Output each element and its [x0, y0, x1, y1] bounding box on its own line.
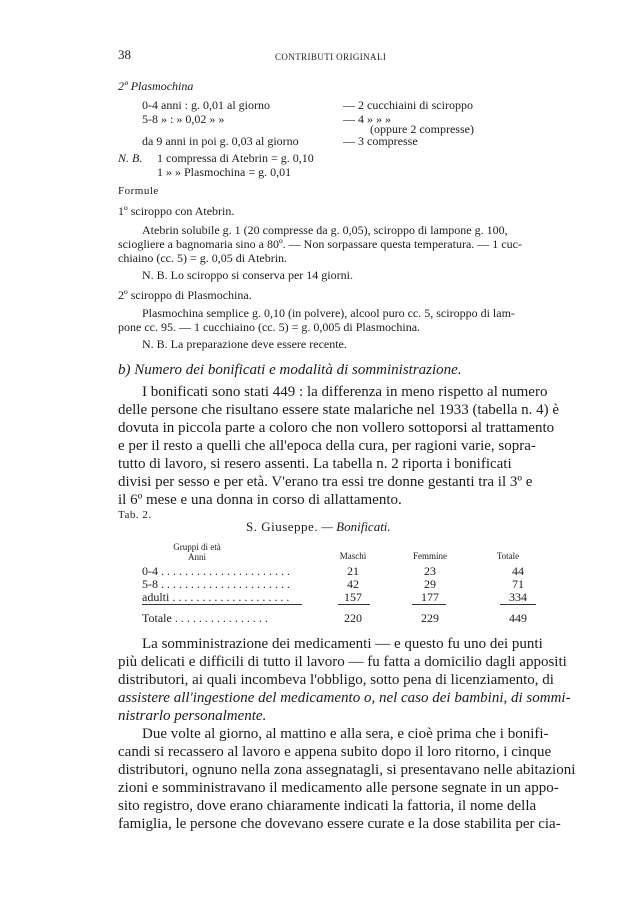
column-header-totale: Totale: [496, 551, 520, 561]
table-rule: [142, 604, 302, 605]
paragraph-line: delle persone che risultano essere state malariche nel 1933 (tabella n. 4) è: [118, 402, 560, 418]
table-cell-maschi: 42: [347, 577, 359, 591]
paragraph-line: La somministrazione dei medicamenti — e questo fu uno dei punti: [142, 636, 543, 652]
table-cell-totale: 334: [509, 590, 527, 604]
table-cell-group: 0-4 . . . . . . . . . . . . . . . . . . . . . .: [142, 564, 290, 578]
paragraph-line: più delicati e difficili di tutto il lavoro — fu fatta a domicilio dagli appositi: [118, 654, 567, 670]
paragraph-line: distributori, ai quali incombeva l'obbligo, sotto pena di licenziamento, di: [118, 672, 554, 688]
table-cell-femmine: 23: [424, 564, 436, 578]
nb-line: 1 » » Plasmochina = g. 0,01: [157, 165, 292, 179]
table-cell-femmine: 29: [424, 577, 436, 591]
paragraph-line: Due volte al giorno, al mattino e alla sera, e cioè prima che i bonifi-: [142, 726, 549, 742]
formule-heading: Formule: [118, 185, 159, 197]
paragraph-line: nistrarlo personalmente.: [118, 708, 267, 724]
paragraph-line: I bonificati sono stati 449 : la differenza in meno rispetto al numero: [142, 384, 548, 400]
paragraph-line: candi si recassero al lavoro e appena subito dopo il loro ritorno, i cinque: [118, 744, 552, 760]
table-cell-group: Totale . . . . . . . . . . . . . . . .: [142, 611, 268, 625]
table-cell-maschi: 220: [344, 611, 362, 625]
formula-2-note: N. B. La preparazione deve essere recente.: [142, 337, 347, 351]
dosage-age: 5-8 » : » 0,02 » »: [142, 112, 225, 126]
table-cell-totale: 71: [512, 577, 524, 591]
page-number: 38: [118, 47, 131, 62]
dosage-amount: — 3 compresse: [343, 134, 418, 148]
paragraph-line: il 6º mese e una donna in corso di allattamento.: [118, 492, 402, 508]
running-title: CONTRIBUTI ORIGINALI: [275, 52, 387, 62]
table-cell-totale: 449: [509, 611, 527, 625]
paragraph-line: tutto di lavoro, si resero assenti. La tabella n. 2 riporta i bonificati: [118, 456, 512, 472]
paragraph-line: famiglia, le persone che dovevano essere curate e la dose stabilita per cia-: [118, 816, 561, 832]
table-label: Tab. 2.: [118, 509, 152, 521]
section-b-heading: b) Numero dei bonificati e modalità di somministrazione.: [118, 362, 462, 378]
formula-1-text: Atebrin solubile g. 1 (20 compresse da g. 0,05), sciroppo di lampone g. 100,: [142, 223, 508, 237]
formula-1-text: sciogliere a bagnomaria sino a 80º. — Non sorpassare questa temperatura. — 1 cuc-: [118, 237, 522, 251]
table-title-rest: — Bonificati.: [321, 519, 391, 534]
nb-line: 1 compressa di Atebrin = g. 0,10: [157, 151, 314, 165]
paragraph-line: assistere all'ingestione del medicamento o, nel caso dei bambini, di sommi-: [118, 690, 571, 706]
paragraph-line: sito registro, dove erano chiaramente indicati la fattoria, il nome della: [118, 798, 537, 814]
column-header-line: Anni: [188, 552, 206, 562]
dosage-amount: (oppure 2 compresse): [370, 122, 474, 136]
paragraph-line: distributori, ognuno nella zona assegnatagli, si presentavano nelle abitazioni: [118, 762, 576, 778]
column-header-femmine: Femmine: [413, 551, 447, 561]
formula-1-title: 1º sciroppo con Atebrin.: [118, 204, 235, 218]
formula-2-text: Plasmochina semplice g. 0,10 (in polvere), alcool puro cc. 5, sciroppo di lam-: [142, 306, 515, 320]
table-cell-maschi: 157: [344, 590, 362, 604]
paragraph-line: divisi per sesso e per età. V'erano tra essi tre donne gestanti tra il 3º e: [118, 474, 533, 490]
plasmochina-heading: 2º Plasmochina: [118, 79, 194, 93]
table-rule: [412, 604, 446, 605]
paragraph-line: zioni e somministravano il medicamento alle persone segnate in un appo-: [118, 780, 559, 796]
dosage-amount: — 4 » » »: [343, 112, 391, 126]
formula-2-text: pone cc. 95. — 1 cucchiaino (cc. 5) = g. 0,005 di Plasmochina.: [118, 320, 421, 334]
dosage-age: 0-4 anni : g. 0,01 al giorno: [142, 98, 270, 112]
dosage-age: da 9 anni in poi g. 0,03 al giorno: [142, 134, 299, 148]
table-rule: [500, 604, 536, 605]
table-cell-totale: 44: [512, 564, 524, 578]
table-cell-maschi: 21: [347, 564, 359, 578]
table-rule: [338, 604, 370, 605]
paragraph-line: dovuta in piccola parte a coloro che non vollero sottoporsi al trattamento: [118, 420, 555, 436]
column-header-line: Gruppi di età: [173, 542, 221, 552]
table-cell-group: adulti . . . . . . . . . . . . . . . . . . . .: [142, 590, 290, 604]
column-header-group: [142, 542, 252, 562]
table-title: [246, 519, 391, 535]
paragraph-line: e per il resto a quelli che all'epoca della cura, per ragioni varie, sopra-: [118, 438, 536, 454]
formula-1-note: N. B. Lo sciroppo si conserva per 14 giorni.: [142, 268, 353, 282]
nb-label: N. B.: [118, 151, 143, 165]
dosage-amount: — 2 cucchiaini di sciroppo: [343, 98, 473, 112]
table-cell-group: 5-8 . . . . . . . . . . . . . . . . . . . . . .: [142, 577, 290, 591]
table-cell-femmine: 177: [421, 590, 439, 604]
formula-1-text: chiaino (cc. 5) = g. 0,05 di Atebrin.: [118, 251, 288, 265]
table-title-place: S. Giuseppe.: [246, 519, 319, 534]
table-cell-femmine: 229: [421, 611, 439, 625]
formula-2-title: 2º sciroppo di Plasmochina.: [118, 288, 252, 302]
column-header-maschi: Maschi: [339, 551, 367, 561]
